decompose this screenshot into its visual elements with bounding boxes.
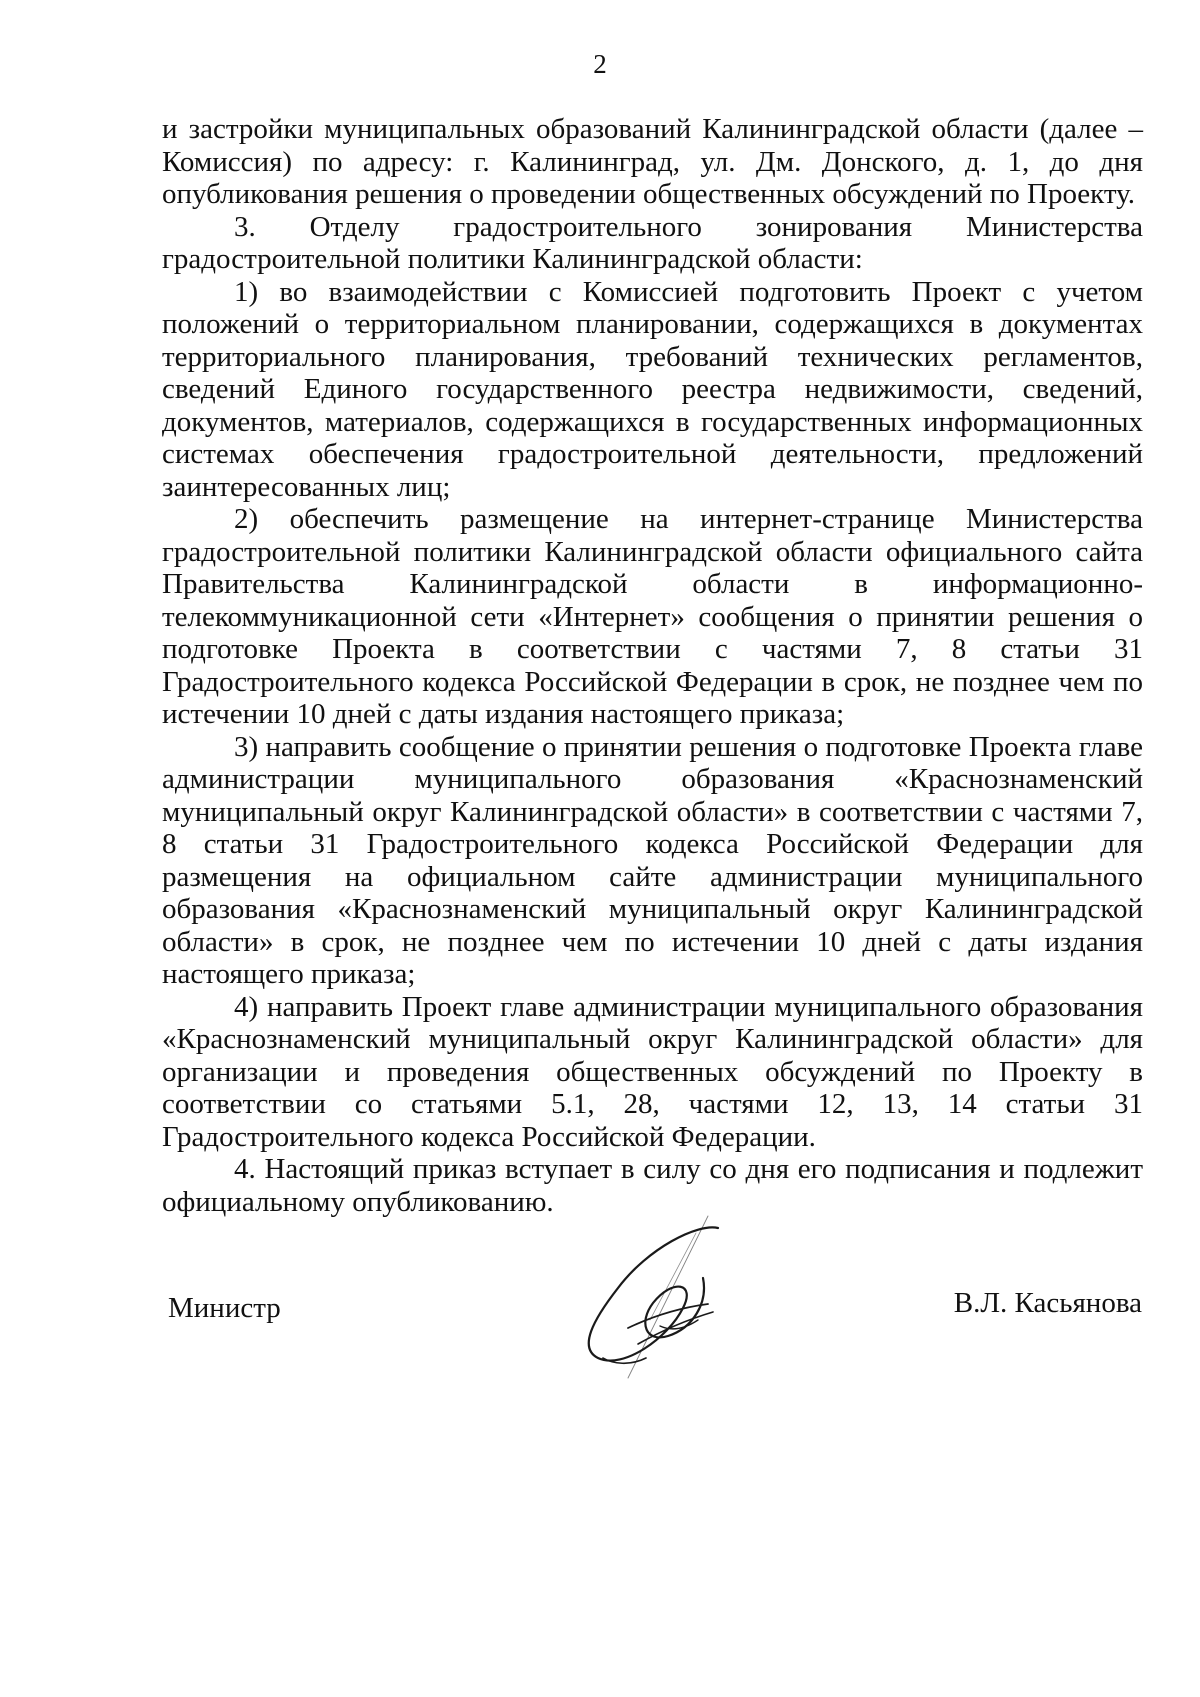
signatory-name: В.Л. Касьянова [953, 1287, 1142, 1319]
signature-block [0, 1280, 1200, 1400]
paragraph-item-3: 3. Отделу градостроительного зонирования Министерства градостроительной политики Калининградской области: [162, 210, 1143, 275]
document-body [162, 113, 1143, 1218]
signatory-title: Министр [168, 1292, 281, 1324]
paragraph-item-3-3: 3) направить сообщение о принятии решения о подготовке Проекта главе администрации муниципального образования «Краснознаменский муниципальный округ Калининградской области» в соответствии с частями 7, 8 статьи 31 Градостроительного кодекса Российской Федерации для размещения на официальном сайте администрации муниципального образования «Краснознаменский муниципальный округ Калининградской области» в срок, не позднее чем по истечении 10 дней с даты издания настоящего приказа; [162, 730, 1143, 990]
paragraph-item-3-4: 4) направить Проект главе администрации муниципального образования «Краснознаменский муниципальный округ Калининградской области» для организации и проведения общественных обсуждений по Проекту в соответствии со статьями 5.1, 28, частями 12, 13, 14 статьи 31 Градостроительного кодекса Российской Федерации. [162, 990, 1143, 1153]
page-number: 2 [593, 49, 607, 79]
handwritten-signature [568, 1208, 768, 1388]
paragraph-item-3-1: 1) во взаимодействии с Комиссией подготовить Проект с учетом положений о территориальном планировании, содержащихся в документах территориального планирования, требований технических регламентов, сведений Единого государственного реестра недвижимости, сведений, документов, материалов, содержащихся в государственных информационных системах обеспечения градостроительной деятельности, предложений заинтересованных лиц; [162, 275, 1143, 503]
paragraph-continuation: и застройки муниципальных образований Калининградской области (далее – Комиссия) по адресу: г. Калининград, ул. Дм. Донского, д. 1, до дня опубликования решения о проведении общественных обсуждений по Проекту. [162, 113, 1143, 210]
paragraph-item-4: 4. Настоящий приказ вступает в силу со дня его подписания и подлежит официальному опубликованию. [162, 1153, 1143, 1218]
paragraph-item-3-2: 2) обеспечить размещение на интернет-странице Министерства градостроительной политики Калининградской области официального сайта Правительства Калининградской области в информационно-телекоммуникационной сети «Интернет» сообщения о принятии решения о подготовке Проекта в соответствии с частями 7, 8 статьи 31 Градостроительного кодекса Российской Федерации в срок, не позднее чем по истечении 10 дней с даты издания настоящего приказа; [162, 503, 1143, 730]
